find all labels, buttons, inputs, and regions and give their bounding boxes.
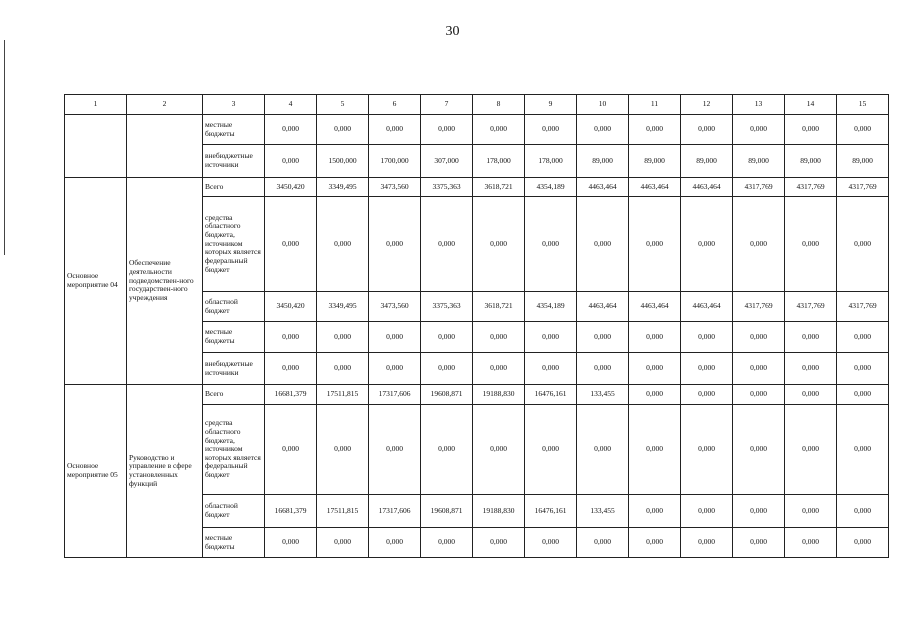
value-cell: 3473,560 (369, 292, 421, 322)
value-cell: 0,000 (421, 405, 473, 495)
value-cell: 0,000 (317, 197, 369, 292)
value-cell: 0,000 (473, 197, 525, 292)
value-cell: 89,000 (577, 145, 629, 178)
value-cell: 3349,495 (317, 292, 369, 322)
source-label: местные бюджеты (203, 115, 265, 145)
value-cell: 0,000 (473, 528, 525, 558)
value-cell: 0,000 (629, 495, 681, 528)
column-header: 7 (421, 95, 473, 115)
activity-label: Основное мероприятие 05 (65, 385, 127, 558)
source-label: местные бюджеты (203, 322, 265, 353)
value-cell: 0,000 (837, 528, 889, 558)
source-label: средства областного бюджета, источником которых является федеральный бюджет (203, 405, 265, 495)
value-cell: 4463,464 (577, 292, 629, 322)
value-cell: 0,000 (629, 405, 681, 495)
value-cell: 4463,464 (629, 292, 681, 322)
value-cell: 0,000 (317, 353, 369, 385)
value-cell: 3450,420 (265, 178, 317, 197)
value-cell: 0,000 (837, 353, 889, 385)
table-row (65, 178, 889, 197)
value-cell: 17511,815 (317, 385, 369, 405)
value-cell: 0,000 (577, 405, 629, 495)
empty-cell (127, 115, 203, 178)
value-cell: 0,000 (369, 528, 421, 558)
value-cell: 16681,379 (265, 495, 317, 528)
value-cell: 133,455 (577, 385, 629, 405)
value-cell: 0,000 (421, 115, 473, 145)
value-cell: 0,000 (681, 353, 733, 385)
source-label: внебюджетные источники (203, 145, 265, 178)
value-cell: 89,000 (629, 145, 681, 178)
value-cell: 0,000 (421, 528, 473, 558)
value-cell: 3375,363 (421, 292, 473, 322)
table-row (65, 95, 889, 115)
value-cell: 0,000 (577, 528, 629, 558)
value-cell: 4317,769 (733, 178, 785, 197)
value-cell: 0,000 (525, 197, 577, 292)
value-cell: 0,000 (785, 528, 837, 558)
column-header: 12 (681, 95, 733, 115)
empty-cell (65, 115, 127, 178)
value-cell: 3618,721 (473, 178, 525, 197)
value-cell: 0,000 (785, 405, 837, 495)
value-cell: 0,000 (525, 353, 577, 385)
source-label: Всего (203, 178, 265, 197)
source-label: областной бюджет (203, 495, 265, 528)
value-cell: 0,000 (785, 197, 837, 292)
value-cell: 0,000 (785, 353, 837, 385)
value-cell: 133,455 (577, 495, 629, 528)
value-cell: 4463,464 (577, 178, 629, 197)
value-cell: 0,000 (785, 115, 837, 145)
value-cell: 0,000 (733, 353, 785, 385)
budget-table (64, 94, 889, 558)
value-cell: 0,000 (681, 385, 733, 405)
value-cell: 17317,606 (369, 385, 421, 405)
value-cell: 0,000 (369, 353, 421, 385)
value-cell: 0,000 (837, 322, 889, 353)
value-cell: 4317,769 (733, 292, 785, 322)
value-cell: 0,000 (265, 115, 317, 145)
value-cell: 0,000 (265, 145, 317, 178)
value-cell: 0,000 (733, 115, 785, 145)
value-cell: 0,000 (421, 353, 473, 385)
value-cell: 89,000 (785, 145, 837, 178)
value-cell: 0,000 (837, 405, 889, 495)
source-label: местные бюджеты (203, 528, 265, 558)
value-cell: 0,000 (629, 322, 681, 353)
value-cell: 0,000 (473, 405, 525, 495)
value-cell: 19188,830 (473, 495, 525, 528)
margin-line (4, 40, 5, 255)
value-cell: 0,000 (733, 528, 785, 558)
value-cell: 0,000 (681, 115, 733, 145)
value-cell: 0,000 (733, 405, 785, 495)
value-cell: 0,000 (629, 115, 681, 145)
value-cell: 178,000 (473, 145, 525, 178)
value-cell: 0,000 (681, 528, 733, 558)
value-cell: 0,000 (577, 115, 629, 145)
value-cell: 0,000 (577, 197, 629, 292)
value-cell: 0,000 (733, 385, 785, 405)
value-cell: 0,000 (629, 353, 681, 385)
column-header: 5 (317, 95, 369, 115)
value-cell: 0,000 (733, 197, 785, 292)
value-cell: 0,000 (265, 353, 317, 385)
column-header: 3 (203, 95, 265, 115)
value-cell: 0,000 (785, 322, 837, 353)
value-cell: 0,000 (473, 322, 525, 353)
table-row (65, 115, 889, 145)
value-cell: 17317,606 (369, 495, 421, 528)
value-cell: 16476,161 (525, 495, 577, 528)
value-cell: 0,000 (681, 197, 733, 292)
value-cell: 16681,379 (265, 385, 317, 405)
value-cell: 0,000 (317, 528, 369, 558)
value-cell: 0,000 (369, 197, 421, 292)
value-cell: 307,000 (421, 145, 473, 178)
column-header: 11 (629, 95, 681, 115)
value-cell: 1500,000 (317, 145, 369, 178)
column-header: 1 (65, 95, 127, 115)
value-cell: 0,000 (265, 322, 317, 353)
activity-description: Руководство и управление в сфере установленных функций (127, 385, 203, 558)
value-cell: 0,000 (525, 405, 577, 495)
column-header: 14 (785, 95, 837, 115)
value-cell: 3375,363 (421, 178, 473, 197)
value-cell: 19608,871 (421, 385, 473, 405)
value-cell: 4463,464 (629, 178, 681, 197)
value-cell: 4317,769 (837, 178, 889, 197)
value-cell: 0,000 (525, 322, 577, 353)
value-cell: 4317,769 (837, 292, 889, 322)
column-header: 8 (473, 95, 525, 115)
value-cell: 89,000 (681, 145, 733, 178)
value-cell: 0,000 (785, 495, 837, 528)
value-cell: 0,000 (369, 115, 421, 145)
column-header: 15 (837, 95, 889, 115)
value-cell: 0,000 (785, 385, 837, 405)
value-cell: 17511,815 (317, 495, 369, 528)
value-cell: 4354,189 (525, 292, 577, 322)
value-cell: 0,000 (473, 353, 525, 385)
value-cell: 16476,161 (525, 385, 577, 405)
value-cell: 0,000 (317, 115, 369, 145)
value-cell: 0,000 (837, 197, 889, 292)
activity-label: Основное мероприятие 04 (65, 178, 127, 385)
value-cell: 0,000 (577, 322, 629, 353)
value-cell: 3450,420 (265, 292, 317, 322)
value-cell: 178,000 (525, 145, 577, 178)
value-cell: 4463,464 (681, 178, 733, 197)
column-header: 6 (369, 95, 421, 115)
value-cell: 0,000 (837, 495, 889, 528)
value-cell: 1700,000 (369, 145, 421, 178)
source-label: Всего (203, 385, 265, 405)
value-cell: 0,000 (525, 528, 577, 558)
value-cell: 19608,871 (421, 495, 473, 528)
source-label: средства областного бюджета, источником которых является федеральный бюджет (203, 197, 265, 292)
activity-description: Обеспечение деятельности подведомствен-ного государствен-ного учреждения (127, 178, 203, 385)
column-header: 9 (525, 95, 577, 115)
value-cell: 0,000 (369, 322, 421, 353)
value-cell: 19188,830 (473, 385, 525, 405)
value-cell: 0,000 (629, 197, 681, 292)
value-cell: 0,000 (317, 405, 369, 495)
value-cell: 0,000 (525, 115, 577, 145)
value-cell: 0,000 (265, 528, 317, 558)
value-cell: 0,000 (369, 405, 421, 495)
value-cell: 89,000 (733, 145, 785, 178)
value-cell: 0,000 (733, 495, 785, 528)
column-header: 2 (127, 95, 203, 115)
source-label: областной бюджет (203, 292, 265, 322)
value-cell: 0,000 (837, 385, 889, 405)
value-cell: 3349,495 (317, 178, 369, 197)
column-header: 13 (733, 95, 785, 115)
page-number: 30 (445, 24, 460, 39)
value-cell: 0,000 (265, 405, 317, 495)
value-cell: 3473,560 (369, 178, 421, 197)
value-cell: 0,000 (733, 322, 785, 353)
value-cell: 0,000 (421, 197, 473, 292)
value-cell: 0,000 (265, 197, 317, 292)
column-header: 4 (265, 95, 317, 115)
value-cell: 4317,769 (785, 292, 837, 322)
value-cell: 0,000 (629, 385, 681, 405)
column-header: 10 (577, 95, 629, 115)
value-cell: 89,000 (837, 145, 889, 178)
value-cell: 0,000 (681, 405, 733, 495)
value-cell: 4463,464 (681, 292, 733, 322)
value-cell: 0,000 (473, 115, 525, 145)
value-cell: 4317,769 (785, 178, 837, 197)
value-cell: 4354,189 (525, 178, 577, 197)
source-label: внебюджетные источники (203, 353, 265, 385)
table-row (65, 385, 889, 405)
value-cell: 0,000 (837, 115, 889, 145)
value-cell: 0,000 (629, 528, 681, 558)
value-cell: 0,000 (681, 322, 733, 353)
value-cell: 3618,721 (473, 292, 525, 322)
value-cell: 0,000 (681, 495, 733, 528)
value-cell: 0,000 (317, 322, 369, 353)
value-cell: 0,000 (577, 353, 629, 385)
value-cell: 0,000 (421, 322, 473, 353)
